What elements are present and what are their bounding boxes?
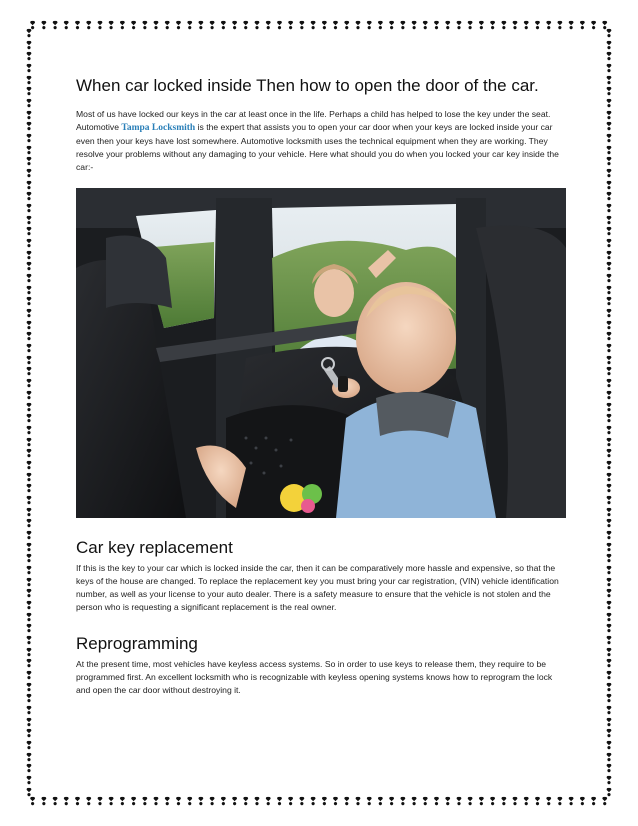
border-ornament-icon: ❢ — [229, 18, 240, 32]
border-ornament-icon: ❢ — [24, 50, 34, 64]
border-ornament-icon: ❢ — [398, 794, 408, 808]
border-ornament-icon: ❢ — [218, 794, 228, 808]
border-ornament-icon: ❢ — [24, 668, 34, 682]
border-ornament-icon: ❢ — [342, 794, 352, 808]
border-ornament-icon: ❢ — [24, 715, 34, 729]
border-ornament-icon: ❢ — [476, 794, 486, 808]
border-ornament-icon: ❢ — [24, 295, 34, 309]
border-ornament-icon: ❢ — [604, 458, 614, 472]
border-ornament-icon: ❢ — [207, 794, 217, 808]
border-ornament-icon: ❢ — [39, 794, 49, 808]
border-ornament-icon: ❢ — [24, 680, 34, 694]
border-ornament-icon: ❢ — [207, 18, 217, 32]
section-body: At the present time, most vehicles have keyless access systems. So in order to use keys to release them, they require to be programmed first. An excellent locksmith who is recognizable with keyless opening systems knows how to reprogram the lock and open the car door without destroying it. — [76, 659, 553, 695]
border-ornament-icon: ❢ — [532, 794, 543, 808]
border-ornament-icon: ❢ — [604, 482, 614, 496]
border-ornament-icon: ❢ — [604, 563, 614, 577]
border-ornament-icon: ❢ — [28, 18, 38, 32]
border-ornament-icon: ❢ — [24, 762, 34, 776]
border-ornament-icon: ❢ — [24, 774, 34, 787]
border-ornament-icon: ❢ — [604, 120, 614, 134]
border-ornament-icon: ❢ — [604, 38, 614, 52]
border-ornament-icon: ❢ — [24, 27, 34, 40]
border-ornament-icon: ❢ — [319, 794, 329, 808]
border-ornament-icon: ❢ — [604, 400, 614, 414]
border-ornament-icon: ❢ — [95, 18, 105, 32]
border-ornament-icon: ❢ — [604, 365, 614, 379]
border-ornament-icon: ❢ — [604, 143, 614, 157]
border-ornament-icon: ❢ — [604, 528, 614, 542]
border-ornament-icon: ❢ — [286, 794, 296, 808]
border-ornament-icon: ❢ — [353, 794, 363, 808]
border-ornament-icon: ❢ — [443, 18, 453, 32]
border-ornament-icon: ❢ — [24, 412, 34, 426]
border-ornament-icon: ❢ — [353, 18, 363, 32]
border-ornament-icon: ❢ — [196, 18, 206, 32]
border-ornament-icon: ❢ — [555, 794, 565, 808]
border-ornament-icon: ❢ — [521, 794, 531, 808]
border-ornament-icon: ❢ — [600, 18, 610, 32]
border-ornament-icon: ❢ — [604, 202, 614, 216]
border-ornament-icon: ❢ — [604, 97, 614, 111]
border-ornament-icon: ❢ — [162, 794, 172, 808]
section-car-key-replacement — [76, 538, 566, 614]
border-ornament-icon: ❢ — [229, 794, 240, 808]
border-ornament-icon: ❢ — [387, 794, 397, 808]
border-ornament-icon: ❢ — [24, 97, 34, 111]
border-ornament-icon: ❢ — [106, 794, 116, 808]
section-body: If this is the key to your car which is locked inside the car, then it can be comparatively more hassle and expensive, so that the keys of the house are changed. To replace the replacement key you must bring your car registration, (VIN) vehicle identification number, as well as your license to your auto dealer. There is a safety measure to ensure that the vehicle is not stolen and the person who is requesting a significant replacement is the real owner. — [76, 563, 559, 612]
border-ornament-icon: ❢ — [588, 18, 599, 32]
border-ornament-icon: ❢ — [24, 132, 34, 146]
border-ornament-icon: ❢ — [24, 435, 34, 449]
right-border — [602, 28, 616, 798]
border-ornament-icon: ❢ — [398, 18, 408, 32]
border-ornament-icon: ❢ — [24, 470, 34, 484]
border-ornament-icon: ❢ — [604, 27, 614, 40]
border-ornament-icon: ❢ — [308, 794, 318, 808]
border-ornament-icon: ❢ — [604, 435, 614, 449]
border-ornament-icon: ❢ — [24, 318, 34, 332]
border-ornament-icon: ❢ — [604, 295, 614, 309]
border-ornament-icon: ❢ — [409, 794, 419, 808]
border-ornament-icon: ❢ — [604, 633, 614, 647]
border-ornament-icon: ❢ — [604, 237, 614, 251]
border-ornament-icon: ❢ — [604, 493, 614, 507]
border-ornament-icon: ❢ — [604, 575, 614, 589]
border-ornament-icon: ❢ — [588, 794, 599, 808]
border-ornament-icon: ❢ — [128, 794, 139, 808]
left-border — [22, 28, 36, 798]
border-ornament-icon: ❢ — [364, 18, 374, 32]
border-ornament-icon: ❢ — [24, 563, 34, 577]
border-ornament-icon: ❢ — [95, 794, 105, 808]
border-ornament-icon: ❢ — [604, 50, 614, 64]
section-reprogramming — [76, 634, 566, 697]
border-ornament-icon: ❢ — [487, 18, 498, 32]
border-ornament-icon: ❢ — [604, 645, 614, 659]
border-ornament-icon: ❢ — [28, 794, 38, 808]
photo-illustration — [76, 188, 566, 518]
border-ornament-icon: ❢ — [431, 794, 442, 808]
border-ornament-icon: ❢ — [185, 794, 195, 808]
border-ornament-icon: ❢ — [24, 62, 34, 76]
border-ornament-icon: ❢ — [24, 272, 34, 286]
border-ornament-icon: ❢ — [604, 505, 614, 519]
border-ornament-icon: ❢ — [604, 225, 614, 239]
border-ornament-icon: ❢ — [241, 18, 251, 32]
border-ornament-icon: ❢ — [476, 18, 486, 32]
article — [76, 76, 566, 697]
border-ornament-icon: ❢ — [50, 18, 60, 32]
border-ornament-icon: ❢ — [24, 447, 34, 461]
border-ornament-icon: ❢ — [604, 388, 614, 402]
border-ornament-icon: ❢ — [24, 587, 34, 601]
border-ornament-icon: ❢ — [600, 794, 610, 808]
border-ornament-icon: ❢ — [24, 202, 34, 216]
border-ornament-icon: ❢ — [117, 18, 127, 32]
border-ornament-icon: ❢ — [185, 18, 195, 32]
border-ornament-icon: ❢ — [604, 132, 614, 146]
border-ornament-icon: ❢ — [604, 447, 614, 461]
border-ornament-icon: ❢ — [24, 540, 34, 554]
border-ornament-icon: ❢ — [24, 283, 34, 297]
border-ornament-icon: ❢ — [106, 18, 116, 32]
border-ornament-icon: ❢ — [604, 598, 614, 612]
border-ornament-icon: ❢ — [24, 260, 34, 274]
border-ornament-icon: ❢ — [604, 108, 614, 122]
border-ornament-icon: ❢ — [420, 18, 430, 32]
section-heading: Reprogramming — [76, 634, 198, 653]
border-ornament-icon: ❢ — [24, 598, 34, 612]
border-ornament-icon: ❢ — [39, 18, 49, 32]
border-ornament-icon: ❢ — [274, 18, 285, 32]
border-ornament-icon: ❢ — [604, 680, 614, 694]
border-ornament-icon: ❢ — [604, 610, 614, 624]
border-ornament-icon: ❢ — [117, 794, 127, 808]
border-ornament-icon: ❢ — [604, 552, 614, 566]
border-ornament-icon: ❢ — [544, 18, 554, 32]
border-ornament-icon: ❢ — [499, 794, 509, 808]
border-ornament-icon: ❢ — [604, 622, 614, 636]
top-border — [28, 18, 610, 32]
page-title: When car locked inside Then how to open the door of the car. — [76, 76, 539, 95]
border-ornament-icon: ❢ — [24, 213, 34, 227]
border-ornament-icon: ❢ — [604, 692, 614, 706]
border-ornament-icon: ❢ — [24, 155, 34, 169]
border-ornament-icon: ❢ — [151, 18, 161, 32]
border-ornament-icon: ❢ — [604, 73, 614, 87]
border-ornament-icon: ❢ — [510, 18, 520, 32]
border-ornament-icon: ❢ — [604, 342, 614, 356]
border-ornament-icon: ❢ — [24, 167, 34, 181]
border-ornament-icon: ❢ — [604, 213, 614, 227]
border-ornament-icon: ❢ — [604, 785, 614, 799]
border-ornament-icon: ❢ — [555, 18, 565, 32]
border-ornament-icon: ❢ — [409, 18, 419, 32]
border-ornament-icon: ❢ — [24, 377, 34, 391]
bottom-border — [28, 794, 610, 808]
border-ornament-icon: ❢ — [604, 318, 614, 332]
border-ornament-icon: ❢ — [24, 517, 34, 531]
border-ornament-icon: ❢ — [61, 18, 71, 32]
border-ornament-icon: ❢ — [604, 85, 614, 99]
border-ornament-icon: ❢ — [297, 18, 307, 32]
border-ornament-icon: ❢ — [24, 85, 34, 99]
border-ornament-icon: ❢ — [24, 353, 34, 367]
border-ornament-icon: ❢ — [521, 18, 531, 32]
border-ornament-icon: ❢ — [252, 18, 262, 32]
border-ornament-icon: ❢ — [604, 272, 614, 286]
border-ornament-icon: ❢ — [24, 622, 34, 636]
border-ornament-icon: ❢ — [465, 18, 475, 32]
border-ornament-icon: ❢ — [84, 18, 94, 32]
border-ornament-icon: ❢ — [375, 18, 385, 32]
border-ornament-icon: ❢ — [604, 412, 614, 426]
border-ornament-icon: ❢ — [308, 18, 318, 32]
border-ornament-icon: ❢ — [454, 18, 464, 32]
border-ornament-icon: ❢ — [604, 353, 614, 367]
border-ornament-icon: ❢ — [162, 18, 172, 32]
border-ornament-icon: ❢ — [24, 657, 34, 671]
border-ornament-icon: ❢ — [24, 692, 34, 706]
border-ornament-icon: ❢ — [24, 738, 34, 752]
border-ornament-icon: ❢ — [24, 73, 34, 87]
intro-paragraph-1: Most of us have locked our keys in the car at least once in the life. Perhaps a child has helped to lose the key under the seat. — [76, 109, 551, 119]
border-ornament-icon: ❢ — [196, 794, 206, 808]
intro-text-after: is the expert that assists you to open your car door when your keys are locked inside your car even then your keys have lost somewhere. Automotive locksmith uses the technical equipment when they are working. They resolve your problems without any damaging to your vehicle. Here what should you do when you locked your car key inside the car:- — [76, 122, 559, 172]
border-ornament-icon: ❢ — [24, 505, 34, 519]
border-ornament-icon: ❢ — [24, 108, 34, 122]
border-ornament-icon: ❢ — [342, 18, 352, 32]
border-ornament-icon: ❢ — [604, 377, 614, 391]
border-ornament-icon: ❢ — [532, 18, 543, 32]
border-ornament-icon: ❢ — [604, 62, 614, 76]
border-ornament-icon: ❢ — [24, 552, 34, 566]
border-ornament-icon: ❢ — [604, 190, 614, 204]
border-ornament-icon: ❢ — [604, 167, 614, 181]
intro-paragraph-2 — [76, 121, 566, 174]
border-ornament-icon: ❢ — [24, 225, 34, 239]
border-ornament-icon: ❢ — [140, 794, 150, 808]
border-ornament-icon: ❢ — [297, 794, 307, 808]
border-ornament-icon: ❢ — [443, 794, 453, 808]
border-ornament-icon: ❢ — [24, 190, 34, 204]
border-ornament-icon: ❢ — [604, 727, 614, 741]
border-ornament-icon: ❢ — [84, 794, 94, 808]
border-ornament-icon: ❢ — [604, 283, 614, 297]
border-ornament-icon: ❢ — [24, 178, 34, 192]
border-ornament-icon: ❢ — [140, 18, 150, 32]
border-ornament-icon: ❢ — [24, 727, 34, 741]
border-ornament-icon: ❢ — [24, 38, 34, 52]
intro-text-before: Automotive — [76, 122, 122, 132]
border-ornament-icon: ❢ — [263, 18, 273, 32]
border-ornament-icon: ❢ — [24, 645, 34, 659]
border-ornament-icon: ❢ — [604, 248, 614, 262]
border-ornament-icon: ❢ — [604, 155, 614, 169]
border-ornament-icon: ❢ — [24, 120, 34, 134]
border-ornament-icon: ❢ — [61, 794, 71, 808]
border-ornament-icon: ❢ — [286, 18, 296, 32]
border-ornament-icon: ❢ — [24, 423, 34, 437]
border-ornament-icon: ❢ — [24, 610, 34, 624]
border-ornament-icon: ❢ — [263, 794, 273, 808]
border-ornament-icon: ❢ — [274, 794, 285, 808]
border-ornament-icon: ❢ — [604, 178, 614, 192]
border-ornament-icon: ❢ — [604, 423, 614, 437]
border-ornament-icon: ❢ — [319, 18, 329, 32]
border-ornament-icon: ❢ — [151, 794, 161, 808]
border-ornament-icon: ❢ — [24, 785, 34, 799]
border-ornament-icon: ❢ — [604, 540, 614, 554]
border-ornament-icon: ❢ — [24, 633, 34, 647]
border-ornament-icon: ❢ — [577, 794, 587, 808]
tampa-locksmith-link[interactable]: Tampa Locksmith — [121, 123, 196, 133]
border-ornament-icon: ❢ — [364, 794, 374, 808]
border-ornament-icon: ❢ — [218, 18, 228, 32]
border-ornament-icon: ❢ — [454, 794, 464, 808]
border-ornament-icon: ❢ — [330, 794, 341, 808]
section-heading: Car key replacement — [76, 538, 233, 557]
border-ornament-icon: ❢ — [24, 248, 34, 262]
border-ornament-icon: ❢ — [24, 388, 34, 402]
border-ornament-icon: ❢ — [420, 794, 430, 808]
border-ornament-icon: ❢ — [24, 307, 34, 321]
border-ornament-icon: ❢ — [604, 750, 614, 764]
border-ornament-icon: ❢ — [431, 18, 442, 32]
border-ornament-icon: ❢ — [24, 400, 34, 414]
border-ornament-icon: ❢ — [24, 482, 34, 496]
border-ornament-icon: ❢ — [24, 458, 34, 472]
border-ornament-icon: ❢ — [387, 18, 397, 32]
border-ornament-icon: ❢ — [24, 143, 34, 157]
border-ornament-icon: ❢ — [173, 18, 184, 32]
border-ornament-icon: ❢ — [604, 715, 614, 729]
border-ornament-icon: ❢ — [50, 794, 60, 808]
border-ornament-icon: ❢ — [604, 703, 614, 717]
border-ornament-icon: ❢ — [330, 18, 341, 32]
border-ornament-icon: ❢ — [604, 587, 614, 601]
border-ornament-icon: ❢ — [604, 330, 614, 344]
border-ornament-icon: ❢ — [604, 738, 614, 752]
border-ornament-icon: ❢ — [604, 517, 614, 531]
border-ornament-icon: ❢ — [24, 237, 34, 251]
border-ornament-icon: ❢ — [604, 762, 614, 776]
border-ornament-icon: ❢ — [24, 528, 34, 542]
border-ornament-icon: ❢ — [487, 794, 498, 808]
border-ornament-icon: ❢ — [510, 794, 520, 808]
border-ornament-icon: ❢ — [577, 18, 587, 32]
baby-locked-in-car-photo — [76, 188, 566, 518]
border-ornament-icon: ❢ — [604, 470, 614, 484]
border-ornament-icon: ❢ — [604, 307, 614, 321]
border-ornament-icon: ❢ — [24, 493, 34, 507]
border-ornament-icon: ❢ — [173, 794, 184, 808]
border-ornament-icon: ❢ — [24, 365, 34, 379]
border-ornament-icon: ❢ — [566, 18, 576, 32]
border-ornament-icon: ❢ — [604, 774, 614, 787]
border-ornament-icon: ❢ — [72, 18, 83, 32]
border-ornament-icon: ❢ — [604, 657, 614, 671]
border-ornament-icon: ❢ — [241, 794, 251, 808]
border-ornament-icon: ❢ — [24, 703, 34, 717]
border-ornament-icon: ❢ — [604, 668, 614, 682]
border-ornament-icon: ❢ — [24, 342, 34, 356]
border-ornament-icon: ❢ — [375, 794, 385, 808]
border-ornament-icon: ❢ — [544, 794, 554, 808]
border-ornament-icon: ❢ — [72, 794, 83, 808]
border-ornament-icon: ❢ — [24, 575, 34, 589]
border-ornament-icon: ❢ — [128, 18, 139, 32]
border-ornament-icon: ❢ — [499, 18, 509, 32]
border-ornament-icon: ❢ — [465, 794, 475, 808]
border-ornament-icon: ❢ — [604, 260, 614, 274]
border-ornament-icon: ❢ — [566, 794, 576, 808]
border-ornament-icon: ❢ — [24, 330, 34, 344]
border-ornament-icon: ❢ — [252, 794, 262, 808]
border-ornament-icon: ❢ — [24, 750, 34, 764]
